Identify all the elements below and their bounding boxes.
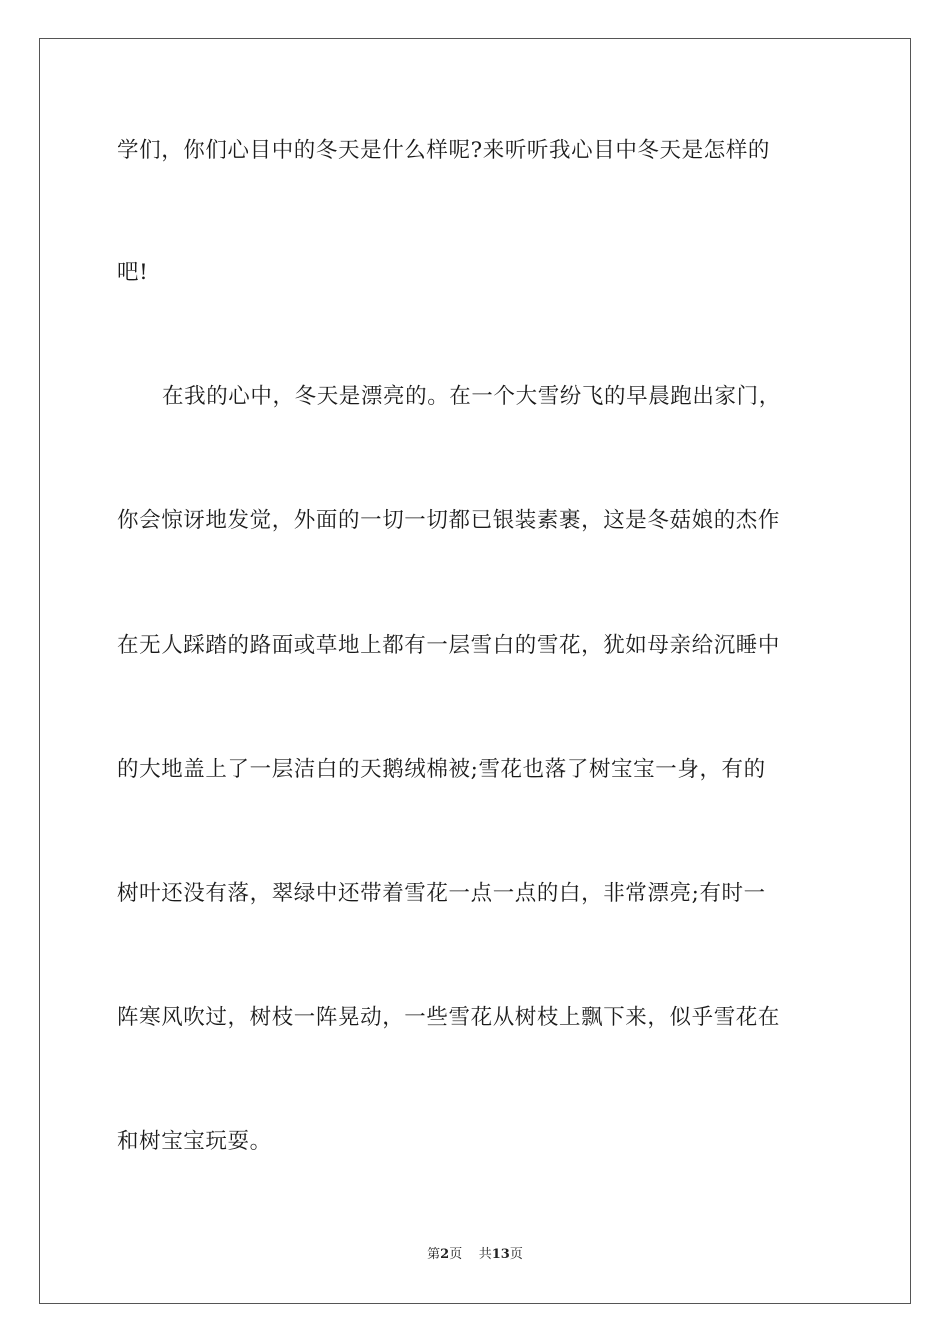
page-border [39,38,911,1304]
total-prefix: 共 [478,1247,492,1262]
page-indicator [427,1247,462,1262]
page-number: 2 [440,1247,450,1262]
body-line-7: 树叶还没有落，翠绿中还带着雪花一点一点的白，非常漂亮;有时一 [117,881,766,906]
body-line-6: 的大地盖上了一层洁白的天鹅绒棉被;雪花也落了树宝宝一身，有的 [117,757,766,782]
body-line-2: 吧! [117,260,149,285]
total-indicator [479,1247,523,1262]
page-footer [0,1246,950,1264]
page-prefix: 第 [427,1247,441,1262]
body-line-5: 在无人踩踏的路面或草地上都有一层雪白的雪花，犹如母亲给沉睡中 [117,633,781,658]
body-line-4: 你会惊讶地发觉，外面的一切一切都已银装素裹，这是冬菇娘的杰作 [117,508,781,533]
body-line-9: 和树宝宝玩耍。 [117,1129,272,1154]
total-pages: 13 [491,1247,510,1262]
body-line-1: 学们，你们心目中的冬天是什么样呢?来听听我心目中冬天是怎样的 [117,138,771,163]
total-suffix: 页 [509,1247,523,1262]
page-suffix: 页 [449,1247,463,1262]
body-line-3: 在我的心中，冬天是漂亮的。在一个大雪纷飞的早晨跑出家门， [162,384,781,409]
body-line-8: 阵寒风吹过，树枝一阵晃动，一些雪花从树枝上飘下来，似乎雪花在 [117,1005,781,1030]
